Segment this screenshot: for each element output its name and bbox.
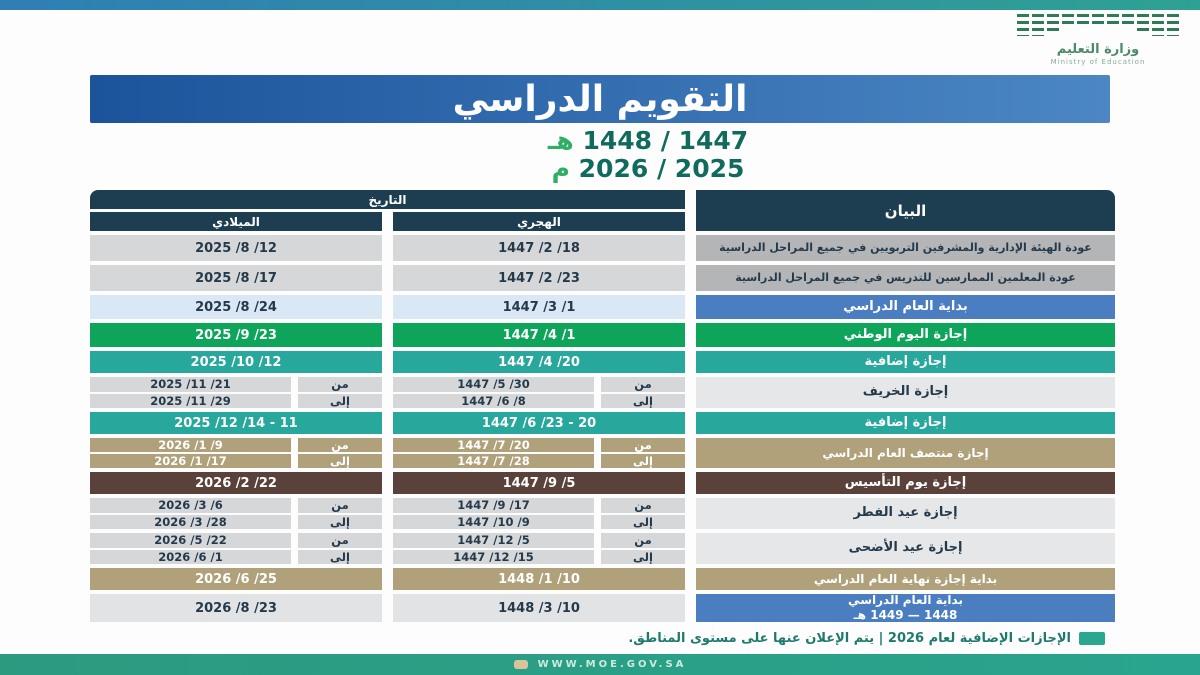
- page-title: التقويم الدراسي: [452, 78, 748, 120]
- website-url: WWW.MOE.GOV.SA: [537, 659, 687, 670]
- bottom-bar: [0, 654, 1200, 675]
- top-accent-bar: [0, 0, 1200, 10]
- miladi-from-date: 2026 /1 /9: [90, 438, 291, 452]
- date-range-row: [393, 498, 685, 513]
- hijri-years-line: [96, 127, 1200, 155]
- miladi-date-cell: [90, 377, 382, 408]
- miladi-date-cell: 2026 /6 /25: [90, 568, 382, 590]
- hijri-date-cell: 1447 /2 /18: [393, 235, 685, 261]
- table-row: [90, 412, 1115, 434]
- table-body: [90, 235, 1115, 622]
- ministry-name-arabic: وزارة التعليم: [1056, 42, 1140, 57]
- date-range-row: [393, 533, 685, 548]
- table-row: [90, 377, 1115, 408]
- miladi-from-date: 2025 /11 /21: [90, 377, 291, 392]
- hijri-date-cell: 1447 /4 /20: [393, 351, 685, 373]
- from-label: من: [298, 498, 382, 513]
- from-label: من: [601, 533, 685, 548]
- from-label: من: [298, 377, 382, 392]
- event-label: إجازة يوم التأسيس: [696, 472, 1115, 494]
- footer-note: [628, 631, 1105, 646]
- event-label: إجازة عيد الفطر: [696, 498, 1115, 529]
- gregorian-suffix: م: [551, 154, 570, 183]
- table-row: [90, 323, 1115, 347]
- date-header-group: [90, 190, 685, 231]
- gregorian-years: 2025 / 2026: [578, 154, 745, 183]
- miladi-date-cell: 2025 /8 /12: [90, 235, 382, 261]
- event-label: إجازة منتصف العام الدراسي: [696, 438, 1115, 468]
- date-range-row: [90, 550, 382, 565]
- ministry-logo: [1008, 14, 1188, 66]
- date-range-row: [393, 550, 685, 565]
- hijri-from-date: 1447 /5 /30: [393, 377, 594, 392]
- event-label: إجازة عيد الأضحى: [696, 533, 1115, 564]
- date-range-row: [393, 454, 685, 468]
- from-label: من: [298, 438, 382, 452]
- date-range-row: [393, 394, 685, 409]
- event-label: إجازة إضافية: [696, 351, 1115, 373]
- event-label: بداية العام الدراسي: [696, 295, 1115, 319]
- date-range-row: [90, 377, 382, 392]
- miladi-date-cell: [90, 438, 382, 468]
- hijri-to-date: 1447 /12 /15: [393, 550, 594, 565]
- miladi-to-date: 2026 /3 /28: [90, 515, 291, 530]
- table-row: [90, 438, 1115, 468]
- table-row: [90, 351, 1115, 373]
- miladi-to-date: 2026 /6 /1: [90, 550, 291, 565]
- column-header-date: التاريخ: [90, 190, 685, 209]
- table-row: [90, 472, 1115, 494]
- hijri-date-cell: 1447 /2 /23: [393, 265, 685, 291]
- table-row: [90, 235, 1115, 261]
- event-label: إجازة اليوم الوطني: [696, 323, 1115, 347]
- to-label: إلى: [601, 454, 685, 468]
- event-label-line2: 1448 — 1449 هـ: [853, 608, 958, 622]
- miladi-to-date: 2026 /1 /17: [90, 454, 291, 468]
- column-header-gregorian: الميلادي: [90, 212, 382, 231]
- title-banner: [90, 75, 1110, 123]
- date-range-row: [90, 533, 382, 548]
- miladi-date-cell: 2025 /12 /14 - 11: [90, 412, 382, 434]
- miladi-date-cell: [90, 498, 382, 529]
- event-label-line1: بداية العام الدراسي: [848, 593, 963, 607]
- miladi-date-cell: 2025 /10 /12: [90, 351, 382, 373]
- date-range-row: [393, 515, 685, 530]
- hijri-from-date: 1447 /12 /5: [393, 533, 594, 548]
- table-row: [90, 594, 1115, 622]
- miladi-to-date: 2025 /11 /29: [90, 394, 291, 409]
- date-range-row: [90, 394, 382, 409]
- date-range-row: [90, 498, 382, 513]
- ministry-emblem-icon: [1008, 14, 1188, 40]
- event-label: إجازة الخريف: [696, 377, 1115, 408]
- gregorian-years-line: [96, 155, 1200, 183]
- calendar-table: [90, 190, 1115, 626]
- date-range-row: [393, 438, 685, 452]
- miladi-from-date: 2026 /5 /22: [90, 533, 291, 548]
- to-label: إلى: [601, 515, 685, 530]
- event-label: عودة الهيئة الإدارية والمشرفين التربويين في جميع المراحل الدراسية: [696, 235, 1115, 261]
- miladi-from-date: 2026 /3 /6: [90, 498, 291, 513]
- to-label: إلى: [298, 454, 382, 468]
- hijri-date-cell: 1448 /3 /10: [393, 594, 685, 622]
- hijri-to-date: 1447 /10 /9: [393, 515, 594, 530]
- hijri-date-cell: 1448 /1 /10: [393, 568, 685, 590]
- footer-note-text: الإجازات الإضافية لعام 2026 | يتم الإعلان عنها على مستوى المناطق.: [628, 631, 1071, 646]
- event-label: [696, 594, 1115, 622]
- date-range-row: [90, 454, 382, 468]
- date-range-row: [90, 438, 382, 452]
- hijri-date-cell: 1447 /9 /5: [393, 472, 685, 494]
- miladi-date-cell: 2025 /8 /24: [90, 295, 382, 319]
- moe-glyph-icon: [514, 660, 528, 669]
- table-row: [90, 568, 1115, 590]
- to-label: إلى: [601, 550, 685, 565]
- hijri-date-cell: [393, 533, 685, 564]
- hijri-date-cell: [393, 438, 685, 468]
- from-label: من: [298, 533, 382, 548]
- miladi-date-cell: 2026 /2 /22: [90, 472, 382, 494]
- table-row: [90, 295, 1115, 319]
- table-header: [90, 190, 1115, 231]
- hijri-date-cell: [393, 377, 685, 408]
- miladi-date-cell: [90, 533, 382, 564]
- miladi-date-cell: 2025 /9 /23: [90, 323, 382, 347]
- from-label: من: [601, 498, 685, 513]
- date-range-row: [393, 377, 685, 392]
- hijri-from-date: 1447 /9 /17: [393, 498, 594, 513]
- to-label: إلى: [298, 515, 382, 530]
- note-bullet-icon: [1079, 632, 1105, 645]
- table-row: [90, 533, 1115, 564]
- hijri-from-date: 1447 /7 /20: [393, 438, 594, 452]
- academic-years: [0, 127, 1200, 183]
- ministry-name-english: Ministry of Education: [1050, 58, 1146, 66]
- hijri-date-cell: 1447 /6 /23 - 20: [393, 412, 685, 434]
- hijri-date-cell: 1447 /3 /1: [393, 295, 685, 319]
- hijri-years: 1447 / 1448: [582, 126, 749, 155]
- event-label: عودة المعلمين الممارسين للتدريس في جميع المراحل الدراسية: [696, 265, 1115, 291]
- event-label: بداية إجازة نهاية العام الدراسي: [696, 568, 1115, 590]
- miladi-date-cell: 2025 /8 /17: [90, 265, 382, 291]
- column-header-hijri: الهجري: [393, 212, 685, 231]
- date-range-row: [90, 515, 382, 530]
- from-label: من: [601, 438, 685, 452]
- miladi-date-cell: 2026 /8 /23: [90, 594, 382, 622]
- hijri-suffix: هـ: [547, 126, 574, 155]
- from-label: من: [601, 377, 685, 392]
- to-label: إلى: [601, 394, 685, 409]
- to-label: إلى: [298, 394, 382, 409]
- hijri-to-date: 1447 /7 /28: [393, 454, 594, 468]
- table-row: [90, 498, 1115, 529]
- to-label: إلى: [298, 550, 382, 565]
- hijri-date-cell: 1447 /4 /1: [393, 323, 685, 347]
- hijri-date-cell: [393, 498, 685, 529]
- column-header-description: البيان: [696, 190, 1115, 231]
- table-row: [90, 265, 1115, 291]
- event-label: إجازة إضافية: [696, 412, 1115, 434]
- hijri-to-date: 1447 /6 /8: [393, 394, 594, 409]
